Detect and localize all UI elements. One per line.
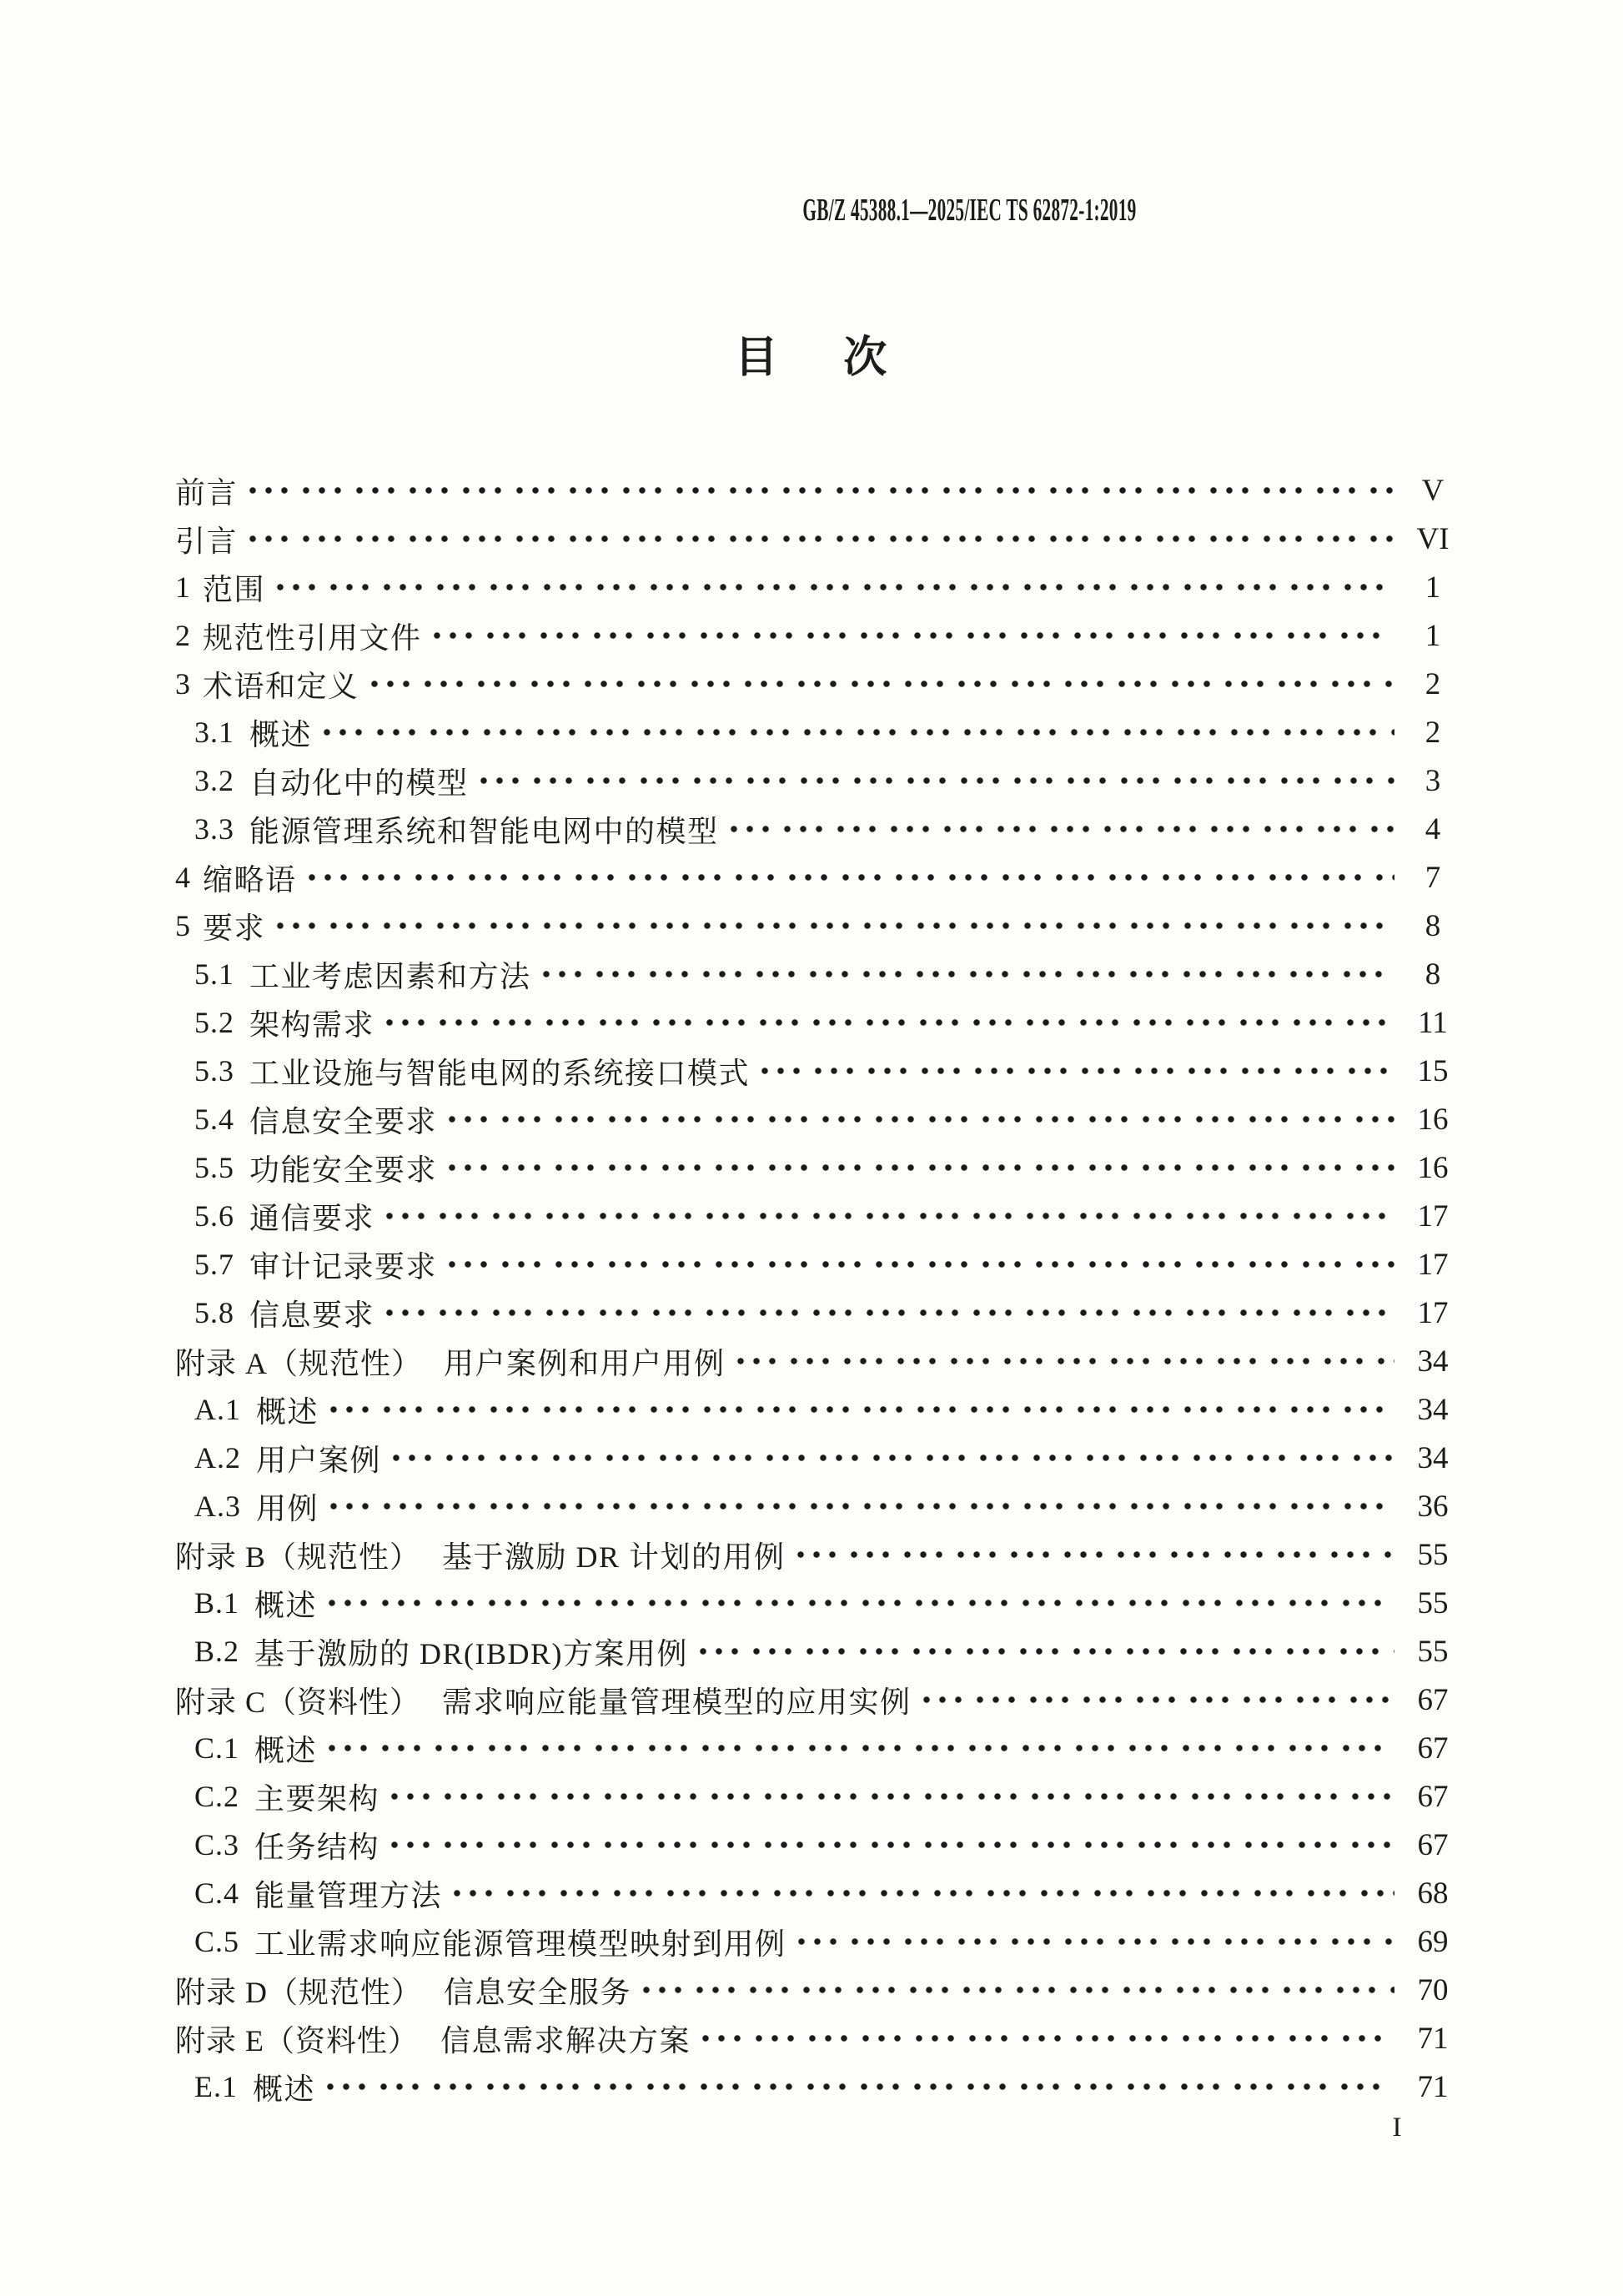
toc-entry-number: A.2 xyxy=(194,1441,241,1475)
toc-entry-page: 17 xyxy=(1417,1295,1449,1330)
toc-entry xyxy=(175,1192,1466,1240)
toc-dot-leader xyxy=(277,902,1394,950)
toc-entry-number: 附录 E（资料性） xyxy=(175,2023,419,2057)
toc-dot-leader xyxy=(449,1143,1394,1192)
toc-dot-leader xyxy=(371,660,1394,708)
toc-entry-page: VI xyxy=(1416,521,1450,556)
toc-entry-page: 11 xyxy=(1418,1005,1448,1040)
toc-dot-leader xyxy=(543,950,1394,998)
toc-entry-title: 概述 xyxy=(254,1588,318,1622)
toc-entry-page: 55 xyxy=(1417,1634,1449,1669)
toc-entry-title: 通信要求 xyxy=(249,1201,375,1235)
toc-dot-leader xyxy=(329,1579,1394,1627)
toc-entry xyxy=(175,998,1466,1047)
toc-entry xyxy=(175,1530,1466,1579)
toc-entry-page: 69 xyxy=(1417,1924,1449,1959)
toc-entry xyxy=(175,660,1466,708)
toc-entry-number: C.2 xyxy=(194,1780,240,1813)
toc-entry-page: 71 xyxy=(1417,2021,1449,2056)
toc-entry xyxy=(175,1772,1466,1821)
toc-entry-number: 附录 B（规范性） xyxy=(175,1540,421,1574)
toc-entry xyxy=(175,515,1466,563)
toc-entry xyxy=(175,1482,1466,1530)
toc-entry xyxy=(175,1047,1466,1095)
toc-entry-page: 67 xyxy=(1417,1731,1449,1766)
toc-entry-title: 基于激励 DR 计划的用例 xyxy=(442,1540,786,1574)
toc-entry-page: 70 xyxy=(1417,1972,1449,2007)
toc-entry-title: 工业考虑因素和方法 xyxy=(249,959,531,993)
toc-entry-title: 用户案例和用户用例 xyxy=(444,1346,726,1380)
toc-entry-page: 17 xyxy=(1417,1247,1449,1282)
toc-entry-number: 5.6 xyxy=(194,1199,234,1233)
toc-entry xyxy=(175,1966,1466,2014)
toc-entry-number: 5.3 xyxy=(194,1054,234,1088)
toc-dot-leader xyxy=(330,1385,1394,1434)
toc-entry-title: 概述 xyxy=(254,1733,318,1767)
toc-entry xyxy=(175,756,1466,805)
toc-entry-page: 4 xyxy=(1425,811,1441,847)
toc-entry xyxy=(175,1917,1466,1966)
toc-entry-title: 范围 xyxy=(203,572,266,606)
toc-entry-number: 5.1 xyxy=(194,957,234,991)
toc-entry-number: E.1 xyxy=(194,2070,238,2103)
toc-entry xyxy=(175,853,1466,902)
toc-entry-title: 审计记录要求 xyxy=(249,1249,438,1284)
toc-entry-title: 能量管理方法 xyxy=(254,1878,443,1912)
toc-entry-title: 自动化中的模型 xyxy=(249,766,469,800)
toc-entry-page: 16 xyxy=(1417,1102,1449,1137)
toc-entry-page: 2 xyxy=(1425,666,1441,701)
toc-dot-leader xyxy=(330,1482,1394,1530)
toc-dot-leader xyxy=(309,853,1394,902)
toc-dot-leader xyxy=(761,1047,1394,1095)
toc-entry-title: 信息安全服务 xyxy=(444,1975,632,2009)
toc-entry xyxy=(175,1289,1466,1337)
toc-entry-page: 17 xyxy=(1417,1198,1449,1233)
toc-entry xyxy=(175,1337,1466,1385)
toc-entry-number: 3.2 xyxy=(194,764,234,797)
toc-entry-number: 附录 C（资料性） xyxy=(175,1685,421,1719)
toc-entry xyxy=(175,2014,1466,2062)
toc-entry-page: 1 xyxy=(1425,618,1441,653)
toc-entry xyxy=(175,902,1466,950)
toc-dot-leader xyxy=(700,1627,1394,1676)
toc-entry xyxy=(175,950,1466,998)
toc-entry-page: 8 xyxy=(1425,908,1441,943)
toc-dot-leader xyxy=(923,1676,1394,1724)
toc-entry-title: 信息安全要求 xyxy=(249,1104,438,1138)
toc-entry-page: 3 xyxy=(1425,763,1441,798)
toc-entry-page: 36 xyxy=(1417,1489,1449,1524)
toc-entry xyxy=(175,708,1466,756)
toc-entry-number: C.4 xyxy=(194,1876,240,1910)
toc-entry-page: 8 xyxy=(1425,957,1441,992)
toc-entry-number: C.3 xyxy=(194,1828,240,1861)
toc-dot-leader xyxy=(386,1289,1394,1337)
toc-entry xyxy=(175,1579,1466,1627)
page-title: 目 次 xyxy=(734,334,889,382)
toc-dot-leader xyxy=(434,611,1394,660)
toc-entry xyxy=(175,2062,1466,2111)
toc-entry-page: 67 xyxy=(1417,1779,1449,1814)
toc-entry-title: 信息要求 xyxy=(249,1298,375,1332)
toc-entry xyxy=(175,1869,1466,1917)
toc-dot-leader xyxy=(249,466,1394,515)
toc-entry xyxy=(175,1627,1466,1676)
toc-entry-page: 2 xyxy=(1425,715,1441,750)
toc-entry-page: 7 xyxy=(1425,860,1441,895)
toc-entry-title: 能源管理系统和智能电网中的模型 xyxy=(249,814,719,848)
toc-entry xyxy=(175,1143,1466,1192)
toc-dot-leader xyxy=(324,708,1394,756)
toc-entry xyxy=(175,1724,1466,1772)
toc-dot-leader xyxy=(449,1240,1394,1289)
toc-dot-leader xyxy=(391,1772,1394,1821)
toc-entry-title: 工业设施与智能电网的系统接口模式 xyxy=(249,1056,751,1090)
toc-entry-title: 基于激励的 DR(IBDR)方案用例 xyxy=(254,1636,689,1671)
toc-entry xyxy=(175,466,1466,515)
toc-entry-title: 概述 xyxy=(253,2072,316,2106)
toc-entry xyxy=(175,563,1466,611)
toc-entry-number: 5.4 xyxy=(194,1103,234,1136)
toc-entry-title: 需求响应能量管理模型的应用实例 xyxy=(442,1685,912,1719)
footer-page-number: I xyxy=(1392,2113,1402,2143)
toc-dot-leader xyxy=(454,1869,1394,1917)
standard-number-header: GB/Z 45388.1—2025/IEC TS 62872-1:2019 xyxy=(802,193,1137,228)
toc-entry-title: 工业需求响应能源管理模型映射到用例 xyxy=(254,1927,786,1961)
toc-entry xyxy=(175,805,1466,853)
toc-entry-page: 1 xyxy=(1425,570,1441,605)
toc-dot-leader xyxy=(737,1337,1394,1385)
toc-entry-page: 55 xyxy=(1417,1537,1449,1572)
toc-entry-page: 34 xyxy=(1417,1392,1449,1427)
toc-entry-number: A.1 xyxy=(194,1393,241,1426)
toc-entry-page: 67 xyxy=(1417,1827,1449,1862)
toc-dot-leader xyxy=(480,756,1394,805)
toc-dot-leader xyxy=(797,1530,1394,1579)
toc-entry-page: 68 xyxy=(1417,1876,1449,1911)
toc-dot-leader xyxy=(731,805,1394,853)
toc-entry-title: 信息需求解决方案 xyxy=(440,2023,691,2057)
toc-dot-leader xyxy=(277,563,1394,611)
toc-entry-title: 概述 xyxy=(256,1394,319,1429)
toc-entry-number: B.2 xyxy=(194,1635,240,1668)
toc-dot-leader xyxy=(329,1724,1394,1772)
toc-dot-leader xyxy=(449,1095,1394,1143)
toc-entry xyxy=(175,1821,1466,1869)
toc-dot-leader xyxy=(393,1434,1394,1482)
toc-entry-number: 4 xyxy=(175,861,191,894)
toc-entry-page: 34 xyxy=(1417,1344,1449,1379)
toc-entry-title: 引言 xyxy=(175,524,239,558)
table-of-contents xyxy=(175,466,1466,2111)
toc-entry-number: 3.1 xyxy=(194,716,234,749)
toc-entry xyxy=(175,1095,1466,1143)
toc-entry-title: 要求 xyxy=(203,911,266,945)
toc-dot-leader xyxy=(386,1192,1394,1240)
toc-entry-number: 5.5 xyxy=(194,1151,234,1184)
toc-entry xyxy=(175,1434,1466,1482)
toc-entry-number: B.1 xyxy=(194,1586,240,1620)
toc-entry xyxy=(175,1240,1466,1289)
toc-entry-title: 主要架构 xyxy=(254,1781,380,1816)
toc-dot-leader xyxy=(798,1917,1394,1966)
toc-entry-title: 前言 xyxy=(175,475,239,510)
toc-entry-number: C.1 xyxy=(194,1731,240,1765)
toc-entry-page: 55 xyxy=(1417,1585,1449,1620)
toc-entry-title: 概述 xyxy=(249,717,313,751)
toc-dot-leader xyxy=(249,515,1394,563)
toc-entry-title: 用例 xyxy=(256,1491,319,1525)
toc-entry-title: 术语和定义 xyxy=(203,669,359,703)
toc-entry xyxy=(175,1385,1466,1434)
toc-entry-number: 5.8 xyxy=(194,1296,234,1329)
toc-entry-page: V xyxy=(1421,473,1445,508)
toc-entry-number: 附录 A（规范性） xyxy=(175,1346,422,1380)
toc-entry-title: 用户案例 xyxy=(256,1443,382,1477)
toc-entry-page: 71 xyxy=(1417,2069,1449,2104)
toc-entry-number: 5.2 xyxy=(194,1006,234,1039)
toc-entry-number: 1 xyxy=(175,570,191,604)
toc-entry-title: 规范性引用文件 xyxy=(203,620,422,655)
toc-entry-title: 任务结构 xyxy=(254,1830,380,1864)
toc-entry-number: 3 xyxy=(175,667,191,701)
toc-entry-page: 34 xyxy=(1417,1440,1449,1475)
toc-entry-number: C.5 xyxy=(194,1925,240,1958)
toc-dot-leader xyxy=(327,2062,1394,2111)
toc-entry-page: 15 xyxy=(1417,1053,1449,1088)
toc-entry-title: 功能安全要求 xyxy=(249,1153,438,1187)
toc-entry-number: 5.7 xyxy=(194,1248,234,1281)
toc-dot-leader xyxy=(702,2014,1394,2062)
toc-dot-leader xyxy=(643,1966,1394,2014)
toc-entry-title: 架构需求 xyxy=(249,1007,375,1042)
toc-entry xyxy=(175,611,1466,660)
toc-dot-leader xyxy=(391,1821,1394,1869)
toc-entry-page: 16 xyxy=(1417,1150,1449,1185)
toc-entry-number: 附录 D（规范性） xyxy=(175,1975,422,2009)
toc-dot-leader xyxy=(386,998,1394,1047)
toc-entry-page: 67 xyxy=(1417,1682,1449,1717)
toc-entry-number: 3.3 xyxy=(194,812,234,846)
toc-entry xyxy=(175,1676,1466,1724)
toc-entry-number: 2 xyxy=(175,619,191,652)
toc-entry-number: 5 xyxy=(175,909,191,942)
toc-entry-title: 缩略语 xyxy=(203,862,297,897)
toc-entry-number: A.3 xyxy=(194,1490,241,1523)
